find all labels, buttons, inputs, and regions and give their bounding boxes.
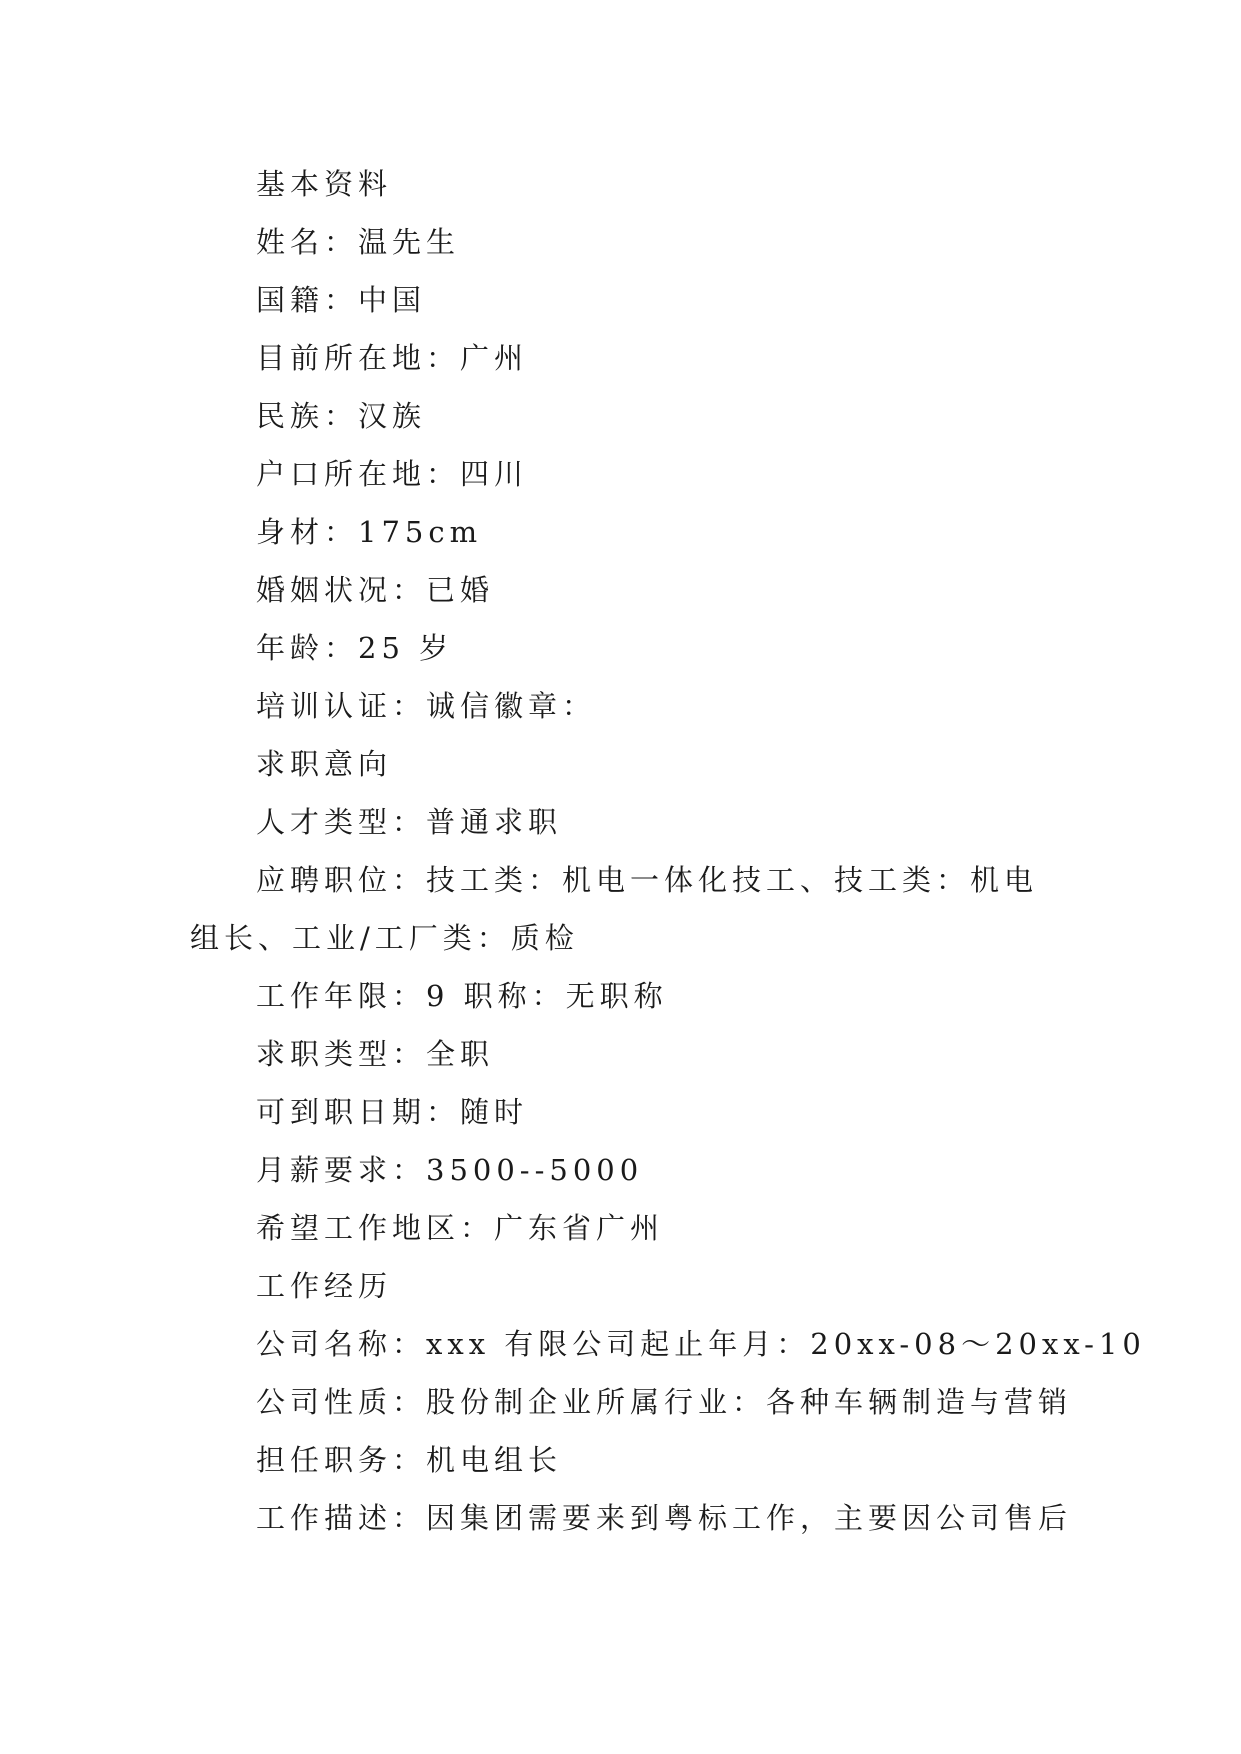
field-salary-requirement: 月薪要求：3500--5000 <box>256 1153 644 1187</box>
field-desired-work-area: 希望工作地区：广东省广州 <box>256 1211 665 1245</box>
field-household-registration: 户口所在地：四川 <box>256 457 529 491</box>
field-job-type: 求职类型：全职 <box>256 1037 495 1071</box>
field-years-and-title: 工作年限：9 职称：无职称 <box>256 979 668 1013</box>
section-heading-basic-info: 基本资料 <box>256 167 393 201</box>
field-available-date: 可到职日期：随时 <box>256 1095 529 1129</box>
field-position-held: 担任职务：机电组长 <box>256 1443 563 1477</box>
field-current-location: 目前所在地：广州 <box>256 341 529 375</box>
section-heading-job-intention: 求职意向 <box>256 747 393 781</box>
field-nationality: 国籍：中国 <box>256 283 427 317</box>
document-page <box>190 155 1146 1547</box>
section-heading-work-experience: 工作经历 <box>256 1269 393 1303</box>
field-company-and-period: 公司名称：xxx 有限公司起止年月：20xx-08～20xx-10 <box>256 1327 1146 1361</box>
field-name: 姓名：温先生 <box>256 225 461 259</box>
field-applied-positions: 应聘职位：技工类：机电一体化技工、技工类：机电组长、工业/工厂类：质检 <box>190 863 1039 955</box>
field-talent-type: 人才类型：普通求职 <box>256 805 563 839</box>
field-age: 年龄：25 岁 <box>256 631 454 665</box>
field-company-nature-and-industry: 公司性质：股份制企业所属行业：各种车辆制造与营销 <box>256 1385 1073 1419</box>
field-height: 身材：175cm <box>256 515 483 549</box>
field-work-description: 工作描述：因集团需要来到粤标工作，主要因公司售后 <box>256 1501 1073 1535</box>
field-marital-status: 婚姻状况：已婚 <box>256 573 495 607</box>
field-certification: 培训认证：诚信徽章： <box>256 689 597 723</box>
field-ethnicity: 民族：汉族 <box>256 399 427 433</box>
